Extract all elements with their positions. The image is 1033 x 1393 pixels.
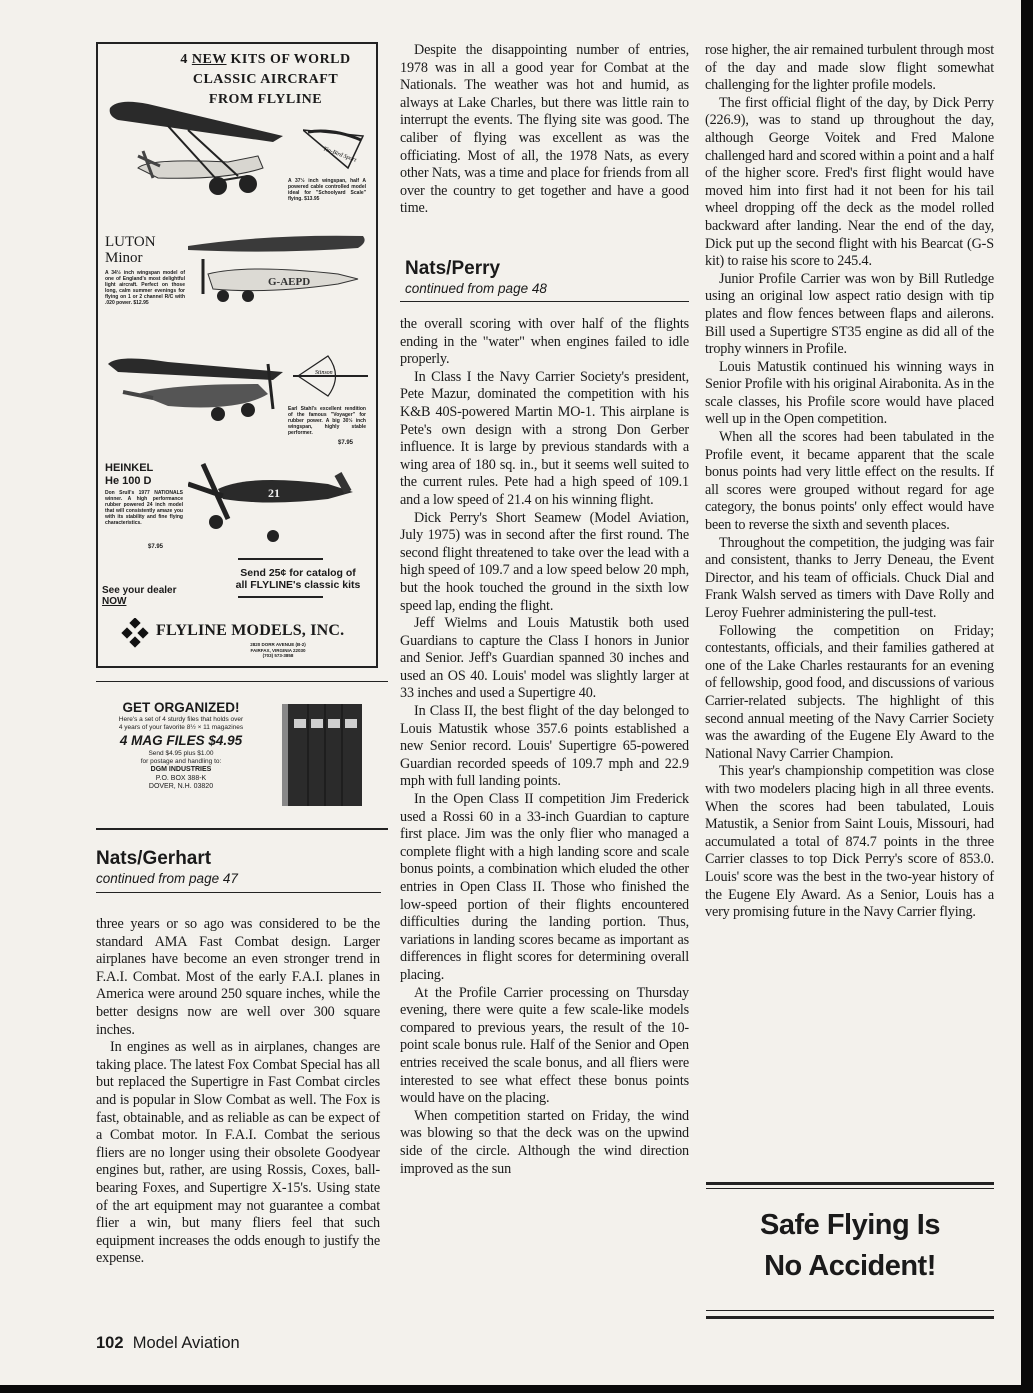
safe-flying-filler: Safe Flying Is No Accident! <box>760 1209 940 1282</box>
dealer-note: See your dealer NOW <box>102 585 177 607</box>
organized-box: P.O. BOX 388-K <box>155 774 207 782</box>
flyline-advertisement <box>96 42 378 668</box>
gerhart-continued: continued from page 47 <box>96 871 238 886</box>
tin-bird-logo <box>303 128 368 173</box>
svg-text:Tin-Bird Sport: Tin-Bird Sport <box>322 146 357 164</box>
heinkel-he100-image <box>188 444 368 544</box>
kit3-description: Earl Stahl's excellent rendition of the famous "Voyager" for rubber power. A big 30½ inch wingspan, highly stable performer. <box>288 406 366 436</box>
flyline-company-name: FLYLINE MODELS, INC. <box>156 622 345 639</box>
magazine-name: Model Aviation <box>132 1334 240 1352</box>
kit2-description: A 34½ inch wingspan model of one of England's most delightful light aircraft. Perfect on those long, calm summer evenings for flying on 1 or 2 channel R/C with .020 power. $12.95 <box>105 270 185 306</box>
perry-heading <box>405 258 547 297</box>
kit4-name: HEINKEL He 100 D <box>105 462 154 487</box>
organized-offer: 4 MAG FILES $4.95 <box>119 733 243 748</box>
perry-article-text-right: rose higher, the air remained turbulent through most of the day and made slow flight somewhat challenging for the lighter profile models. The first official flight of the day, by Dick Perry (226.9), was to stand up throughout the day, although George Voitek and Fred Malone challenged hard and scored within a point and a half of the higher score. Fred's first flight would have moved him into first had it not been for his tail wheel dropping off the deck as the model rolled backward after landing. Near the end of the day, Dick put up the second flight with his Bearcat (G-S kit) to raise his score to 245.4. Junior Profile Carrier was won by Bill Rutledge using an original low aspect ratio design with tip plates and flow fences between flaps and ailerons. Bill used a Supertigre ST35 engine as did all of the trophy winners in Profile. Louis Matustik continued his winning ways in Senior Profile with his original Airabonita. As in the scale classes, his Profile score would have placed well up in the Open competition. When all the scores had been tabulated in the Profile event, it became apparent that the scale bonus points had very little effect on the results. If all scores were grouped without regard for age category, the bonus points' only effect would have been to reverse the sixth and seventh places. Throughout the competition, the judging was fair and consistent, thanks to Jerry Deneau, the Event Director, and his team of officials. Chuck Dial and Frank Walsh served as timers with Dave Rolly and Leroy Fuehrer administering the pull-test. Following the competition on Friday; contestants, officials, and their families gathered at one of the Lake Charles restaurants for an evening of fellowship, good food, and discussions of various Carrier-related subjects. The highlight of this second annual meeting of the Navy Carrier Society was the awarding of the Eugene Ely Award to the National Navy Carrier Champion. This year's championship competition was close with two modelers placing high in all three events. When the scores had been tabulated, Louis Matustik, a Senior from Saint Louis, Missouri, had accumulated a total of 874.7 points in the three Carrier classes to top Dick Perry's score of 853.0. Louis' score was the best in the two-year history of the Eugene Ely Award. As a Senior, Louis has a very promising future in the Navy Carrier flying. <box>705 42 994 921</box>
kit1-description: A 37½ inch wingspan, half A powered cable controlled model ideal for "Schoolyard Scale" flying. $13.95 <box>288 178 366 202</box>
gerhart-article-text: three years or so ago was considered to be the standard AMA Fast Combat design. Larger airplanes have become an even stronger trend in F.A.I. Combat. Most of the early F.A.I. planes in America were around 250 square inches, while the better designs now are well over 300 square inches. In engines as well as in airplanes, changes are taking place. The latest Fox Combat Special has all but replaced the Supertigre in Fast Combat circles and is popular in Slow Combat as well. The Fox is fast, obtainable, and as reliable as can be expect of a Combat motor. In F.A.I. Combat the serious fliers are no longer using their obsolete Goodyear engines but, rather, are using Rossis, Coxes, ball-bearing Foxes, and Supertigre X-15's. Using state of the art equipment may not guarantee a combat flier a win, but many fliers feel that such equipment increases the odds enough to justify the expense. <box>96 916 380 1267</box>
kit4-description: Don Srull's 1977 NATIONALS winner. A high performance rubber powered 24 inch model that will consistently amaze you with its stability and fine flying characteristics. <box>105 490 183 526</box>
kit4-price: $7.95 <box>148 544 164 550</box>
page-number: 102 <box>96 1334 124 1352</box>
kit2-name: LUTON Minor <box>105 234 156 266</box>
ad-headline: 4 NEW KITS OF WORLD CLASSIC AIRCRAFT FROM FLYLINE <box>180 52 351 107</box>
organized-line1: Here's a set of 4 sturdy files that holds over <box>118 716 244 723</box>
stinson-logo <box>293 354 368 399</box>
combat-article-end: Despite the disappointing number of entries, 1978 was in all a good year for Combat at the Nationals. The weather was hot and humid, as always at Lake Charles, but there was little rain to interrupt the events. The flying site was good. The caliber of flying was excellent as was the officiating. Most of all, the 1978 Nats, as every other Nats, was a time and place for friends from all over the country to get together and have a good time. <box>400 42 689 217</box>
organized-city: DOVER, N.H. 03820 <box>148 783 214 790</box>
organized-company: DGM INDUSTRIES <box>150 766 212 773</box>
high-wing-monoplane-image <box>108 96 288 201</box>
page-footer <box>96 1334 240 1353</box>
magazine-files-image <box>282 704 362 806</box>
organized-title: GET ORGANIZED! <box>122 700 240 715</box>
flyline-address: 2820 DORR AVENUE (B-2) FAIRFAX, VIRGINIA 22030 (703) 573-3858 <box>250 642 306 658</box>
mag-files-advertisement <box>96 682 388 828</box>
catalog-offer: Send 25¢ for catalog of all FLYLINE's classic kits <box>235 567 361 591</box>
svg-text:G-AEPD: G-AEPD <box>268 276 311 288</box>
flyline-diamond-logo <box>120 618 150 648</box>
perry-title: Nats/Perry <box>405 258 501 279</box>
perry-continued: continued from page 48 <box>405 281 547 296</box>
stinson-voyager-image <box>108 354 288 424</box>
svg-text:Stinson: Stinson <box>315 370 333 376</box>
kit3-price: $7.95 <box>338 440 354 446</box>
perry-article-text-middle: the overall scoring with over half of the flights ending in the "water" when engines failed to idle properly. In Class I the Navy Carrier Society's president, Pete Mazur, dominated the competition with his K&B 40S-powered Martin MO-1. This airplane is Pete's own design with a strong Don Gerber influence. It is large by previous standards with a wing area of 180 sq. in., but it seems well suited to the current rules. Pete had a high speed of 109.1 and a low speed of 21.4 on his winning flight. Dick Perry's Short Seamew (Model Aviation, July 1975) was in second after the first round. The second flight threatened to take over the lead with a high speed of 109.7 and a low speed below 20 mph, but the hook touched the ground in the sixth low speed lap, ending the flight. Jeff Wielms and Louis Matustik both used Guardians to capture the Class I honors in Junior and Senior. Jeff's Guardian spanned 30 inches and used an OS 40. Louis' model was slightly larger at 33 inches and used a Supertigre 40. In Class II, the best flight of the day belonged to Louis Matustik whose 357.6 points established a new Senior record. Louis' Supertigre 65-powered Guardian recorded speeds of 109.7 mph and 22.9 mph with full landing points. In the Open Class II competition Jim Frederick used a Rossi 60 in a 33-inch Guardian to capture first place. Jim was the only flier who managed a complete flight with a high landing score and scale bonus points, a combination which eluded the other entries in Open Class II. Those who finished the low-speed portion of their flights encountered difficulties during the landing portion. Thus, variations in landing scores became as important as differences in flight scores for determining overall placing. At the Profile Carrier processing on Thursday evening, there were quite a few scale-like models compared to previous years, the result of the 10-point scale bonus rule. Half of the Senior and Open entries received the scale bonus, and all fliers were interested to see what effect these bonus points would have on the placing. When competition started on Friday, the wind was blowing so that the deck was on the upwind side of the circle. Although the wind direction improved as the sun <box>400 316 689 1177</box>
luton-minor-image <box>188 234 368 309</box>
organized-send: Send $4.95 plus $1.00 <box>148 750 214 757</box>
organized-send2: for postage and handling to: <box>140 758 222 765</box>
gerhart-heading <box>96 848 238 887</box>
svg-text:21: 21 <box>268 486 280 500</box>
gerhart-title: Nats/Gerhart <box>96 848 212 869</box>
organized-line2: 4 years of your favorite 8½ × 11 magazines <box>118 724 244 731</box>
